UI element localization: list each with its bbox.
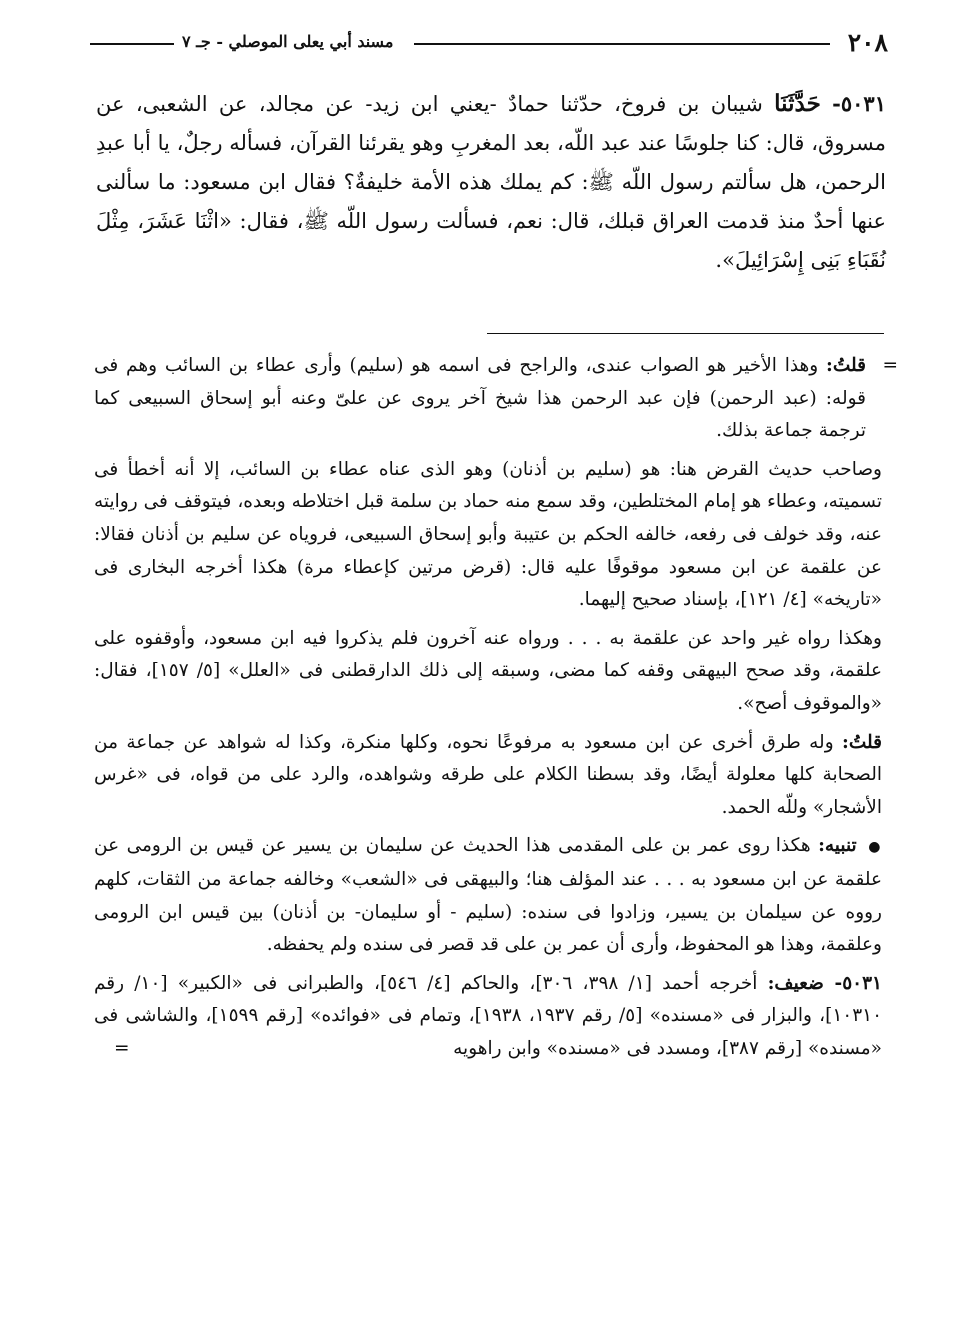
continuation-mark-end: = (114, 1037, 130, 1059)
hadith-lead-word: حَدَّثَنَا (774, 90, 821, 117)
note-paragraph-6 (94, 968, 882, 1066)
note-paragraph-4 (94, 727, 882, 825)
note-text-1: وهذا الأخير هو الصواب عندى، والراجح فى اسمه هو (سليم) وأرى عطاء بن السائب وهم فى قوله: (عبد الرحمن) فإن عبد الرحمن هذا شيخ آخر يروى عن علىّ وعنه أبو إسحاق السبيعى كما ترجمة جماعة بذلك. (94, 355, 866, 442)
hadith-body: شيبان بن فروخ، حدّثنا حمادٌ -يعني ابن زيد- عن مجالد، عن الشعبى، عن مسروق، قال: كنا جلوسًا عند عبد اللّه، بعد المغربِ وهو يقرئنا القرآن، فسأله رجلٌ، يا أبا عبدِ الرحمن، هل سألتم رسول اللّه ﷺ: كم يملك هذه الأمة خليفةٌ؟ فقال ابن مسعود: ما سألنى عنها أحدٌ منذ قدمت العراق قبلك، قال: نعم، فسألت رسول اللّه ﷺ، فقال: «اثْنَا عَشَرَ، مِثْلَ نُقَبَاءِ بَنِى إِسْرَائِيلَ». (96, 92, 886, 272)
page-header (90, 26, 892, 60)
note-paragraph-5 (94, 830, 882, 961)
footnote-divider (487, 333, 884, 334)
note-paragraph-3 (94, 623, 882, 721)
header-rule-left (90, 43, 174, 45)
note-text-4: وله طرق أخرى عن ابن مسعود به مرفوعًا نحوه، وكلها منكرة، وكذا له شواهد عن جماعة من الصحابة كلها معلولة أيضًا، وقد بسطنا الكلام على طرقه وشواهده، والرد على من قواه، فى «غرس الأشجار» وللّه الحمد. (94, 731, 882, 818)
header-rule-right (414, 43, 830, 45)
hadith-number: ٥٠٣١- (832, 91, 886, 116)
note-paragraph-1 (94, 350, 898, 448)
continuation-mark: = (882, 355, 898, 376)
note-label-takhrij: ٥٠٣١- ضعيف: (767, 972, 882, 994)
bullet-icon: ● (868, 839, 882, 856)
note-label-qultu: قلتُ: (826, 355, 866, 376)
hadith-text (96, 84, 886, 280)
note-text-3: وهكذا رواه غير واحد عن علقمة به . . . ورواه عنه آخرون فلم يذكروا فيه ابن مسعود، وأوقفوه على علقمة، وقد صحح البيهقى وقفه كما مضى، وسبقه إلى ذلك الدارقطنى فى «العلل» [٥/ ١٥٧]، فقال: «والموقوف أصح». (94, 627, 882, 714)
note-paragraph-2 (94, 454, 882, 617)
footnotes (94, 350, 898, 1071)
note-text-2: وصاحب حديث القرض هنا: هو (سليم بن أذنان) وهو الذى عناه عطاء بن السائب، إلا أنه أخطأ فى تسميته، وعطاء هو إمام المختلطين، وقد سمع منه حماد بن سلمة قبل اختلاطه وبعده، فيتوقف فى روايته عنه، وقد خولف فى رفعه، خالفه الحكم بن عتيبة وأبو إسحاق السبيعى، فروياه عن سليم بن أذنان فقالا: عن علقمة عن ابن مسعود موقوفًا عليه قال: (قرض مرتين كإعطاء مرة) هكذا أخرجه البخارى فى «تاريخه» [٤/ ١٢١]، بإسناد صحيح إليهما. (94, 458, 882, 611)
page-number: ٢٠٨ (847, 28, 888, 57)
book-title: مسند أبي يعلى الموصلي - جـ ٧ (182, 32, 394, 51)
note-label-tanbih: تنبيه: (818, 835, 857, 857)
note-text-6: أخرجه أحمد [١/ ٣٩٨، ٣٠٦]، والحاكم [٤/ ٥٤٦]، والطبرانى فى «الكبير» [١٠/ رقم ١٠٣١٠]، والبزار فى «مسنده» [٥/ رقم ١٩٣٧، ١٩٣٨]، وتمام فى «فوائده» [رقم ١٥٩٩]، والشاشى فى «مسنده» [رقم ٣٨٧]، ومسدد فى «مسنده» وابن راهويه (94, 972, 883, 1059)
note-text-5: هكذا روى عمر بن على المقدمى هذا الحديث عن سليمان بن يسير عن قيس بن الرومى عن علقمة عن ابن مسعود به . . . عند المؤلف هنا؛ والبيهقى فى «الشعب» وخالفه جماعة من الثقات، كلهم رووه عن سيلمان بن يسير، وزادوا فى سنده: (سليم - أو سليمان- بن أذنان) بين قيس ابن الرومى وعلقمة، وهذا هو المحفوظ، وأرى أن عمر بن على قد قصر فى سنده ولم يحفظه. (94, 835, 882, 956)
note-label-qultu-2: قلتُ: (842, 731, 882, 753)
